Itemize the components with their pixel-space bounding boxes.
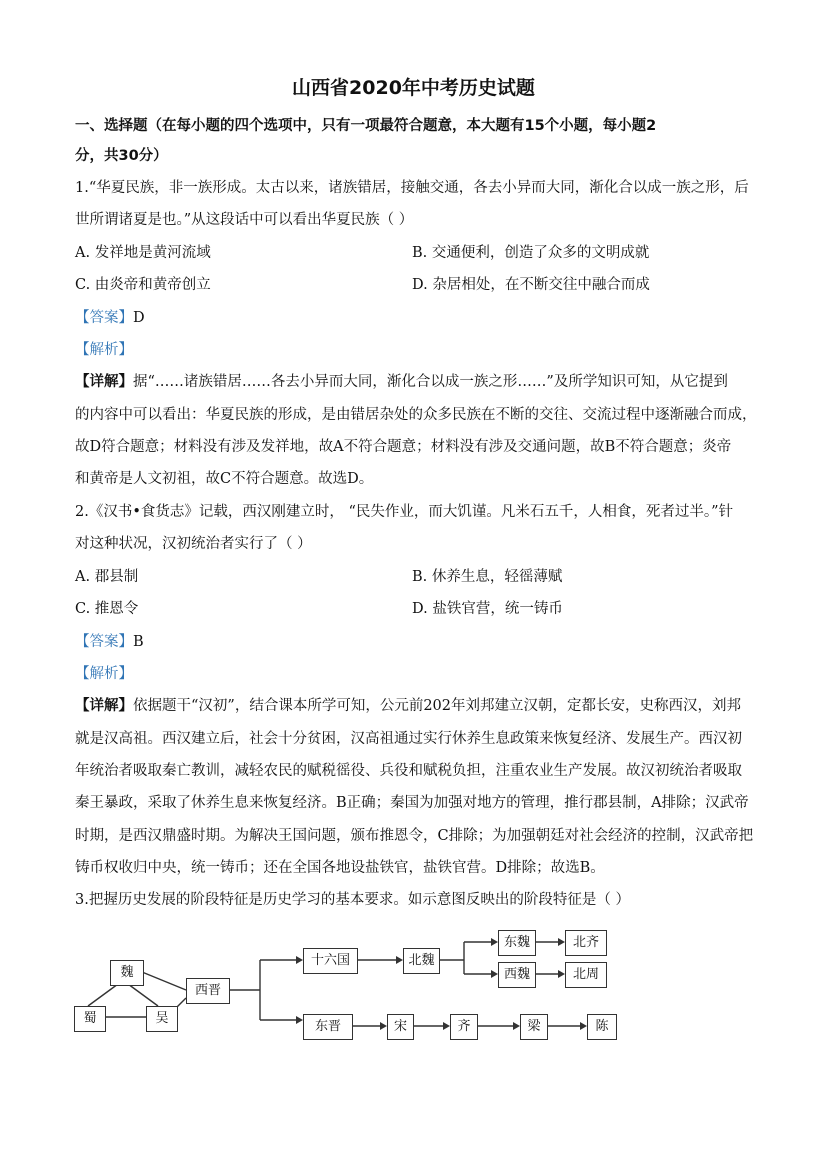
q2-answer — [75, 632, 144, 652]
answer-tag: 【答案】 — [75, 634, 133, 650]
q1-detail-line2: 的内容中可以看出：华夏民族的形成，是由错居杂处的众多民族在不断的交往、交流过程中逐渐融合而成， — [75, 407, 757, 423]
page-title: 山西省2020年中考历史试题 — [292, 77, 535, 99]
node-wu: 吴 — [146, 1006, 178, 1032]
q1-analysis-tag: 【解析】 — [75, 342, 133, 358]
q2-detail-line1 — [75, 696, 741, 716]
q2-detail-line4: 秦王暴政，采取了休养生息来恢复经济。B正确；秦国为加强对地方的管理，推行郡县制，A排除；汉武帝 — [75, 795, 749, 811]
node-xijin: 西晋 — [186, 978, 230, 1004]
detail-text: 依据题干“汉初”，结合课本所学可知，公元前202年刘邦建立汉朝，定都长安，史称西汉，刘邦 — [133, 698, 741, 714]
detail-tag: 【详解】 — [75, 374, 133, 390]
node-xiwei: 西魏 — [498, 962, 536, 988]
node-chen: 陈 — [587, 1014, 617, 1040]
q2-detail-line2: 就是汉高祖。西汉建立后，社会十分贫困，汉高祖通过实行休养生息政策来恢复经济、发展生产。西汉初 — [75, 731, 742, 747]
node-beizhou: 北周 — [565, 962, 607, 988]
section-heading-line2: 分，共30分） — [75, 148, 168, 164]
q1-detail-line1 — [75, 372, 728, 392]
q1-stem-line1: 1.“华夏民族，非一族形成。太古以来，诸族错居，接触交通，各去小异而大同，渐化合以成一族之形，后 — [75, 180, 749, 196]
q1-option-a: A. 发祥地是黄河流域 — [75, 245, 211, 261]
node-beiqi: 北齐 — [565, 930, 607, 956]
q2-option-c: C. 推恩令 — [75, 601, 139, 617]
node-liang: 梁 — [520, 1014, 548, 1040]
q2-stem-line1: 2.《汉书•食货志》记载，西汉刚建立时， “民失作业，而大饥谨。凡米石五千，人相食，死者过半。”针 — [75, 504, 734, 520]
answer-value: B — [133, 634, 144, 650]
node-dongjin: 东晋 — [303, 1014, 353, 1040]
detail-text: 据“……诸族错居……各去小异而大同，渐化合以成一族之形……”及所学知识可知，从它提到 — [133, 374, 728, 390]
q2-stem-line2: 对这种状况，汉初统治者实行了（ ） — [75, 536, 312, 552]
node-dongwei: 东魏 — [498, 930, 536, 956]
answer-value: D — [133, 310, 145, 326]
q2-detail-line6: 铸币权收归中央，统一铸币；还在全国各地设盐铁官，盐铁官营。D排除；故选B。 — [75, 860, 605, 876]
node-qi: 齐 — [450, 1014, 478, 1040]
answer-tag: 【答案】 — [75, 310, 133, 326]
q2-option-b: B. 休养生息，轻徭薄赋 — [412, 569, 563, 585]
node-wei: 魏 — [110, 960, 144, 986]
q1-answer — [75, 308, 145, 328]
q2-detail-line3: 年统治者吸取秦亡教训，减轻农民的赋税徭役、兵役和赋税负担，注重农业生产发展。故汉初统治者吸取 — [75, 763, 742, 779]
q1-detail-line3: 故D符合题意；材料没有涉及发祥地，故A不符合题意；材料没有涉及交通问题，故B不符合题意；炎帝 — [75, 439, 732, 455]
detail-tag: 【详解】 — [75, 698, 133, 714]
node-song: 宋 — [387, 1014, 414, 1040]
dynasty-diagram — [70, 920, 640, 1050]
q2-option-d: D. 盐铁官营，统一铸币 — [412, 601, 563, 617]
q1-option-c: C. 由炎帝和黄帝创立 — [75, 277, 211, 293]
q3-stem: 3.把握历史发展的阶段特征是历史学习的基本要求。如示意图反映出的阶段特征是（ ） — [75, 892, 630, 908]
q1-stem-line2: 世所谓诸夏是也。”从这段话中可以看出华夏民族（ ） — [75, 212, 414, 228]
node-shu: 蜀 — [74, 1006, 106, 1032]
q2-detail-line5: 时期，是西汉鼎盛时期。为解决王国问题，颁布推恩令，C排除；为加强朝廷对社会经济的控制，汉武帝把 — [75, 828, 754, 844]
q1-option-d: D. 杂居相处，在不断交往中融合而成 — [412, 277, 650, 293]
q1-detail-line4: 和黄帝是人文初祖，故C不符合题意。故选D。 — [75, 471, 374, 487]
q2-option-a: A. 郡县制 — [75, 569, 139, 585]
node-beiwei: 北魏 — [403, 948, 440, 974]
section-heading-line1: 一、选择题（在每小题的四个选项中，只有一项最符合题意，本大题有15个小题，每小题2 — [75, 118, 657, 134]
node-shiliuguo: 十六国 — [303, 948, 358, 974]
q2-analysis-tag: 【解析】 — [75, 666, 133, 682]
q1-option-b: B. 交通便利，创造了众多的文明成就 — [412, 245, 650, 261]
